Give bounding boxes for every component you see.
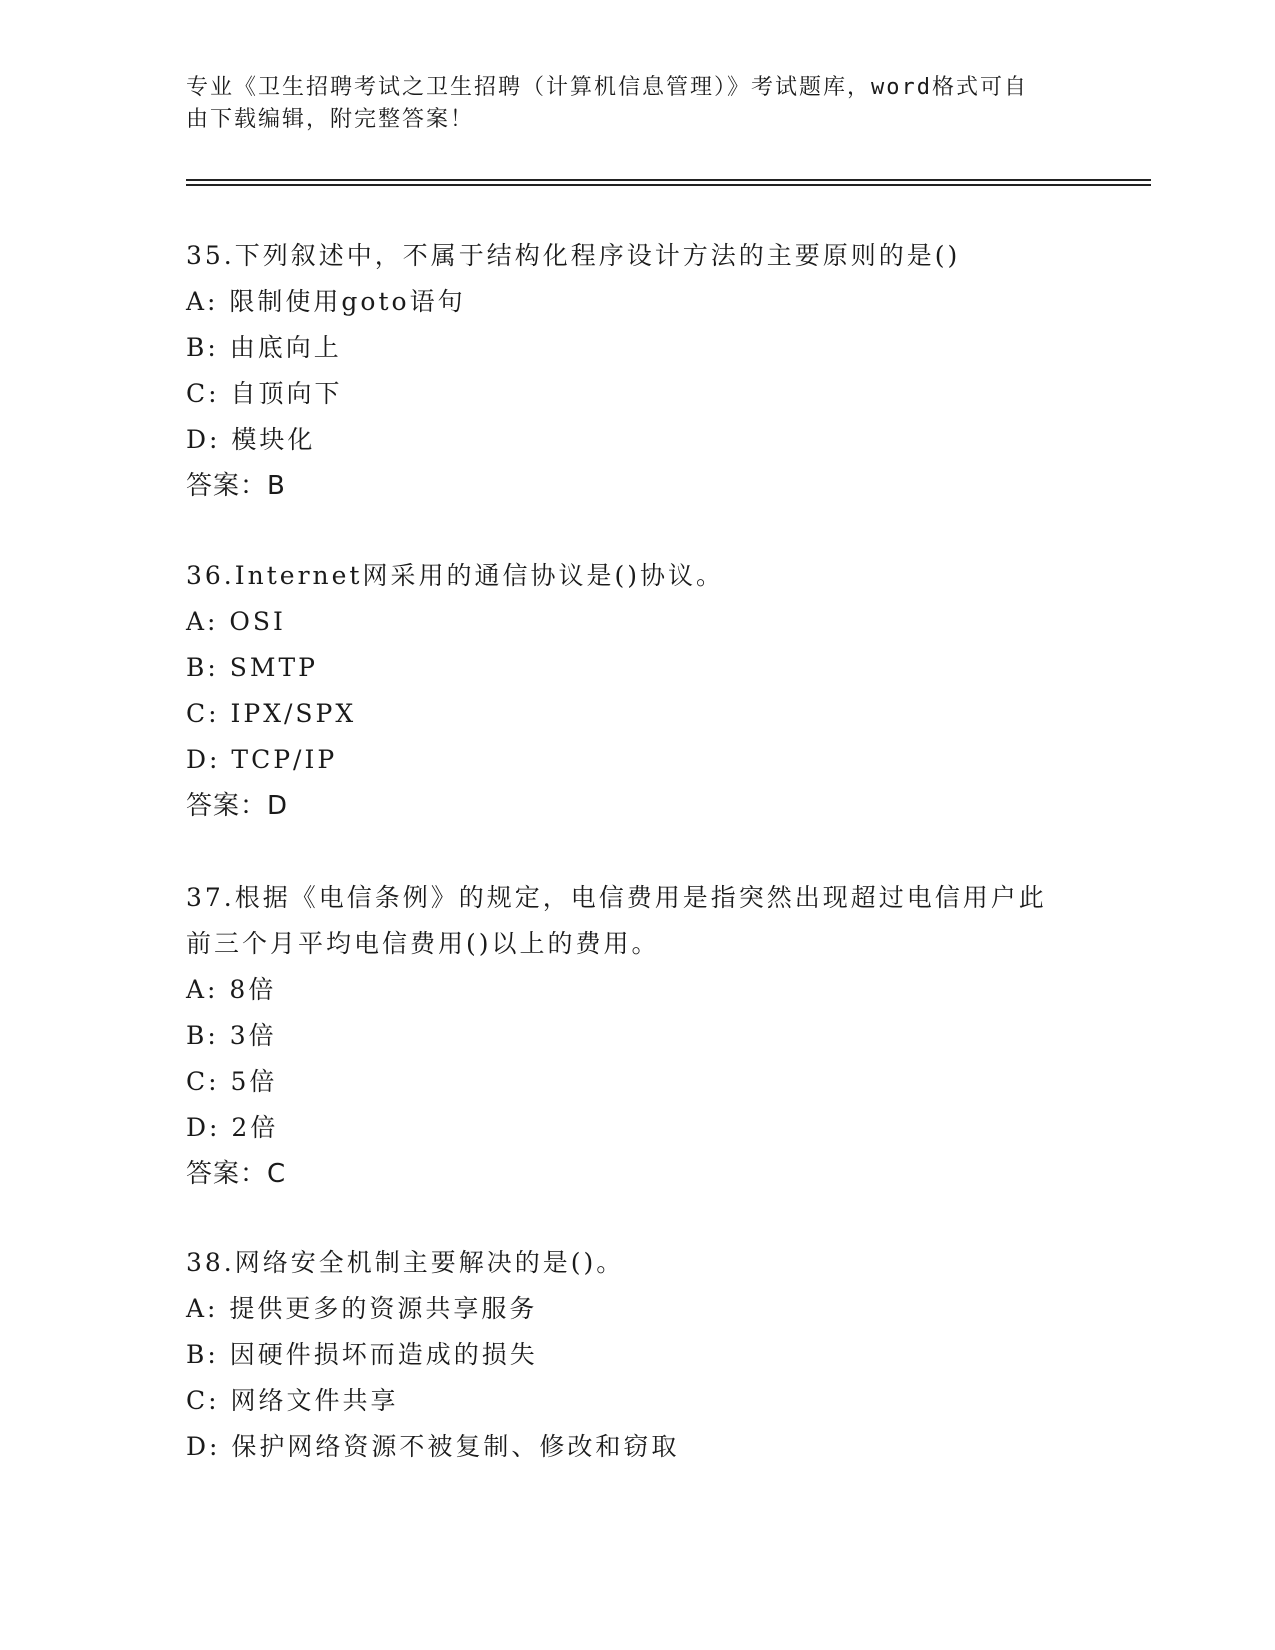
option-d: D: TCP/IP — [186, 745, 338, 774]
question-38 — [186, 1240, 1086, 1470]
question-stem-line-2: 前三个月平均电信费用()以上的费用。 — [186, 929, 660, 958]
option-d: D: 2倍 — [186, 1113, 279, 1142]
option-a: A: OSI — [186, 607, 286, 636]
option-a: A: 提供更多的资源共享服务 — [186, 1294, 538, 1323]
option-b: B: 由底向上 — [186, 333, 342, 362]
option-a: A: 8倍 — [186, 975, 277, 1004]
header-divider-bottom — [186, 184, 1151, 186]
header-line-1: 专业《卫生招聘考试之卫生招聘（计算机信息管理）》考试题库，word格式可自 — [186, 75, 1028, 100]
question-37 — [186, 875, 1086, 1197]
question-stem: 36.Internet网采用的通信协议是()协议。 — [186, 561, 724, 590]
option-c: C: 5倍 — [186, 1067, 278, 1096]
option-a: A: 限制使用goto语句 — [186, 287, 466, 316]
option-c: C: 自顶向下 — [186, 379, 343, 408]
option-c: C: IPX/SPX — [186, 699, 357, 728]
header-line-2: 由下载编辑，附完整答案！ — [186, 107, 475, 132]
answer-line: 答案：D — [186, 791, 289, 821]
answer-line: 答案：B — [186, 471, 286, 501]
option-d: D: 模块化 — [186, 425, 316, 454]
question-stem: 35.下列叙述中，不属于结构化程序设计方法的主要原则的是() — [186, 241, 961, 270]
option-b: B: SMTP — [186, 653, 318, 682]
answer-line: 答案：C — [186, 1159, 287, 1189]
question-stem-line-1: 37.根据《电信条例》的规定，电信费用是指突然出现超过电信用户此 — [186, 883, 1047, 912]
option-b: B: 因硬件损坏而造成的损失 — [186, 1340, 538, 1369]
option-b: B: 3倍 — [186, 1021, 277, 1050]
header-divider-top — [186, 179, 1151, 181]
question-stem: 38.网络安全机制主要解决的是()。 — [186, 1248, 625, 1277]
option-d: D: 保护网络资源不被复制、修改和窃取 — [186, 1432, 680, 1461]
document-header — [186, 72, 1066, 136]
question-36 — [186, 553, 1086, 829]
question-35 — [186, 233, 1086, 509]
option-c: C: 网络文件共享 — [186, 1386, 399, 1415]
